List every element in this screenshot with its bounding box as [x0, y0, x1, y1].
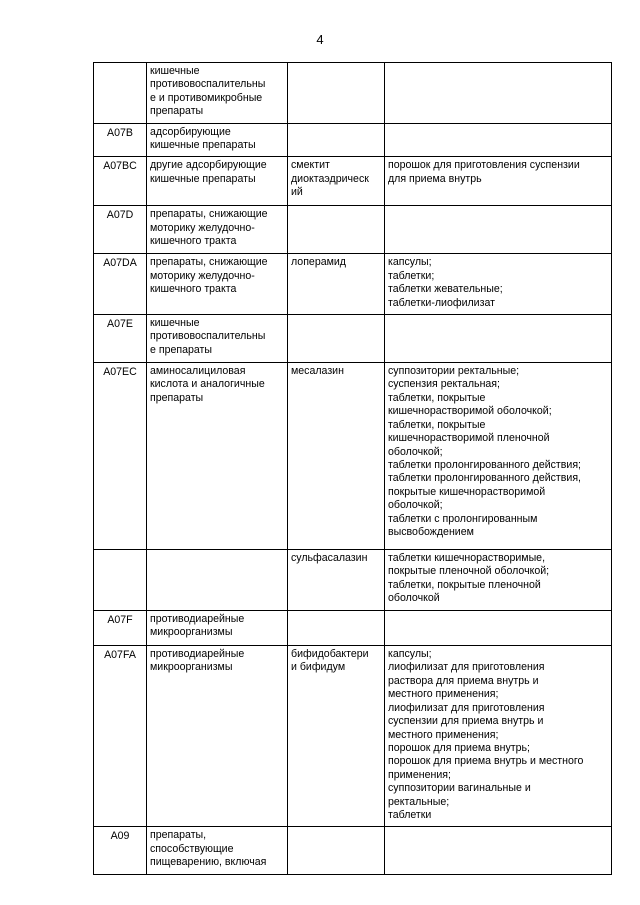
dosage-form-line: суппозитории вагинальные и	[388, 782, 531, 795]
table-row	[94, 646, 612, 827]
page-number: 4	[316, 32, 324, 47]
group-name-line: другие адсорбирующие	[150, 159, 267, 172]
atc-code-cell: A07BC	[94, 157, 147, 206]
dosage-form-line: таблетки, покрытые пленочной	[388, 578, 541, 591]
drug-name-line: диоктаэдрическ	[291, 172, 369, 185]
dosage-form-line: капсулы;	[388, 256, 432, 269]
table-row	[94, 827, 612, 874]
dosage-form-line: таблетки	[388, 808, 432, 821]
group-name-line: е и противомикробные	[150, 91, 263, 104]
table-row	[94, 123, 612, 157]
group-name-cell	[147, 206, 288, 254]
table-row	[94, 363, 612, 550]
table-row	[94, 206, 612, 254]
dosage-form-line: лиофилизат для приготовления	[388, 701, 545, 714]
group-name-line: препараты	[150, 105, 204, 118]
table-row	[94, 315, 612, 363]
dosage-form-line: суспензия ректальная;	[388, 378, 500, 391]
drug-name-cell	[288, 646, 385, 827]
group-name-line: противовоспалительны	[150, 330, 266, 343]
dosage-form-line: суспензии для приема внутрь и	[388, 715, 544, 728]
atc-code-cell	[94, 63, 147, 124]
group-name-cell	[147, 254, 288, 315]
drug-name-line: лоперамид	[291, 256, 346, 269]
drug-name-line: смектит	[291, 159, 330, 172]
dosage-form-line: местного применения;	[388, 688, 499, 701]
group-name-line: кишечные	[150, 65, 200, 77]
drug-name-line: бифидобактери	[291, 648, 369, 661]
dosage-form-line: ректальные;	[388, 795, 450, 808]
dosage-form-cell	[385, 611, 612, 646]
dosage-form-line: порошок для приема внутрь и местного	[388, 755, 584, 768]
group-name-cell	[147, 157, 288, 206]
dosage-form-line: таблетки;	[388, 269, 435, 282]
drug-table-body	[94, 63, 612, 875]
group-name-cell	[147, 315, 288, 363]
dosage-form-line: кишечнорастворимой пленочной	[388, 432, 550, 445]
group-name-line: противодиарейные	[150, 613, 245, 626]
group-name-cell	[147, 827, 288, 874]
dosage-form-cell	[385, 550, 612, 611]
dosage-form-line: оболочкой	[388, 592, 440, 605]
group-name-line: кишечные	[150, 317, 200, 330]
group-name-line: аминосалициловая	[150, 365, 246, 378]
dosage-form-line: кишечнорастворимой оболочкой;	[388, 405, 552, 418]
drug-table	[93, 62, 612, 875]
group-name-line: способствующие	[150, 842, 234, 855]
group-name-line: кишечного тракта	[150, 283, 237, 296]
group-name-cell	[147, 646, 288, 827]
dosage-form-line: высвобождением	[388, 525, 474, 538]
drug-name-cell	[288, 363, 385, 550]
dosage-form-line: таблетки, покрытые	[388, 418, 486, 431]
group-name-line: препараты, снижающие	[150, 208, 268, 221]
dosage-form-line: для приема внутрь	[388, 172, 482, 185]
dosage-form-line: местного применения;	[388, 728, 499, 741]
dosage-form-cell	[385, 123, 612, 157]
drug-name-cell	[288, 611, 385, 646]
dosage-form-line: суппозитории ректальные;	[388, 365, 520, 378]
atc-code-cell: A07E	[94, 315, 147, 363]
drug-name-cell	[288, 206, 385, 254]
dosage-form-cell	[385, 363, 612, 550]
group-name-line: моторику желудочно-	[150, 221, 255, 234]
atc-code-cell: A07EC	[94, 363, 147, 550]
dosage-form-cell	[385, 827, 612, 874]
dosage-form-cell	[385, 63, 612, 124]
dosage-form-line: таблетки кишечнорастворимые,	[388, 552, 546, 565]
dosage-form-line: таблетки жевательные;	[388, 283, 503, 296]
dosage-form-line: порошок для приготовления суспензии	[388, 159, 580, 172]
group-name-cell	[147, 550, 288, 611]
group-name-line: микроорганизмы	[150, 661, 233, 674]
group-name-cell	[147, 123, 288, 157]
atc-code-cell: A07DA	[94, 254, 147, 315]
dosage-form-cell	[385, 254, 612, 315]
group-name-line: препараты	[150, 391, 204, 404]
dosage-form-line: применения;	[388, 768, 451, 781]
drug-name-line: ий	[291, 186, 303, 199]
dosage-form-line: порошок для приема внутрь;	[388, 741, 530, 754]
dosage-form-line: таблетки-лиофилизат	[388, 296, 495, 309]
dosage-form-line: таблетки с пролонгированным	[388, 512, 538, 525]
group-name-cell	[147, 363, 288, 550]
dosage-form-line: раствора для приема внутрь и	[388, 674, 539, 687]
group-name-line: кислота и аналогичные	[150, 378, 265, 391]
group-name-line: препараты, снижающие	[150, 256, 268, 269]
dosage-form-cell	[385, 206, 612, 254]
drug-name-cell	[288, 157, 385, 206]
group-name-line: кишечные препараты	[150, 172, 256, 185]
group-name-line: противодиарейные	[150, 648, 245, 661]
table-row	[94, 550, 612, 611]
dosage-form-cell	[385, 157, 612, 206]
group-name-line: противовоспалительны	[150, 78, 266, 91]
dosage-form-cell	[385, 315, 612, 363]
drug-name-line: сульфасалазин	[291, 552, 368, 565]
drug-name-cell	[288, 254, 385, 315]
dosage-form-cell	[385, 646, 612, 827]
atc-code-cell: A07FA	[94, 646, 147, 827]
drug-name-cell	[288, 550, 385, 611]
atc-code-cell: A09	[94, 827, 147, 874]
drug-name-cell	[288, 315, 385, 363]
table-row	[94, 254, 612, 315]
dosage-form-line: оболочкой;	[388, 445, 443, 458]
drug-name-cell	[288, 63, 385, 124]
table-row	[94, 157, 612, 206]
drug-name-line: месалазин	[291, 365, 344, 378]
table-row	[94, 611, 612, 646]
group-name-line: моторику желудочно-	[150, 269, 255, 282]
atc-code-cell	[94, 550, 147, 611]
group-name-line: кишечного тракта	[150, 235, 237, 248]
group-name-line: препараты,	[150, 829, 207, 842]
dosage-form-line: таблетки пролонгированного действия;	[388, 458, 582, 471]
dosage-form-line: таблетки пролонгированного действия,	[388, 472, 582, 485]
group-name-cell	[147, 63, 288, 124]
dosage-form-line: покрытые пленочной оболочкой;	[388, 565, 550, 578]
dosage-form-line: покрытые кишечнорастворимой	[388, 485, 546, 498]
group-name-line: кишечные препараты	[150, 139, 256, 152]
drug-name-cell	[288, 827, 385, 874]
dosage-form-line: лиофилизат для приготовления	[388, 661, 545, 674]
drug-name-line: и бифидум	[291, 661, 346, 674]
atc-code-cell: A07B	[94, 123, 147, 157]
dosage-form-line: таблетки, покрытые	[388, 391, 486, 404]
dosage-form-line: оболочкой;	[388, 499, 443, 512]
atc-code-cell: A07D	[94, 206, 147, 254]
table-row	[94, 63, 612, 124]
dosage-form-line: капсулы;	[388, 648, 432, 661]
drug-name-cell	[288, 123, 385, 157]
group-name-line: адсорбирующие	[150, 125, 231, 138]
group-name-line: микроорганизмы	[150, 626, 233, 639]
group-name-line: пищеварению, включая	[150, 856, 267, 869]
atc-code-cell: A07F	[94, 611, 147, 646]
group-name-line: е препараты	[150, 343, 213, 356]
group-name-cell	[147, 611, 288, 646]
